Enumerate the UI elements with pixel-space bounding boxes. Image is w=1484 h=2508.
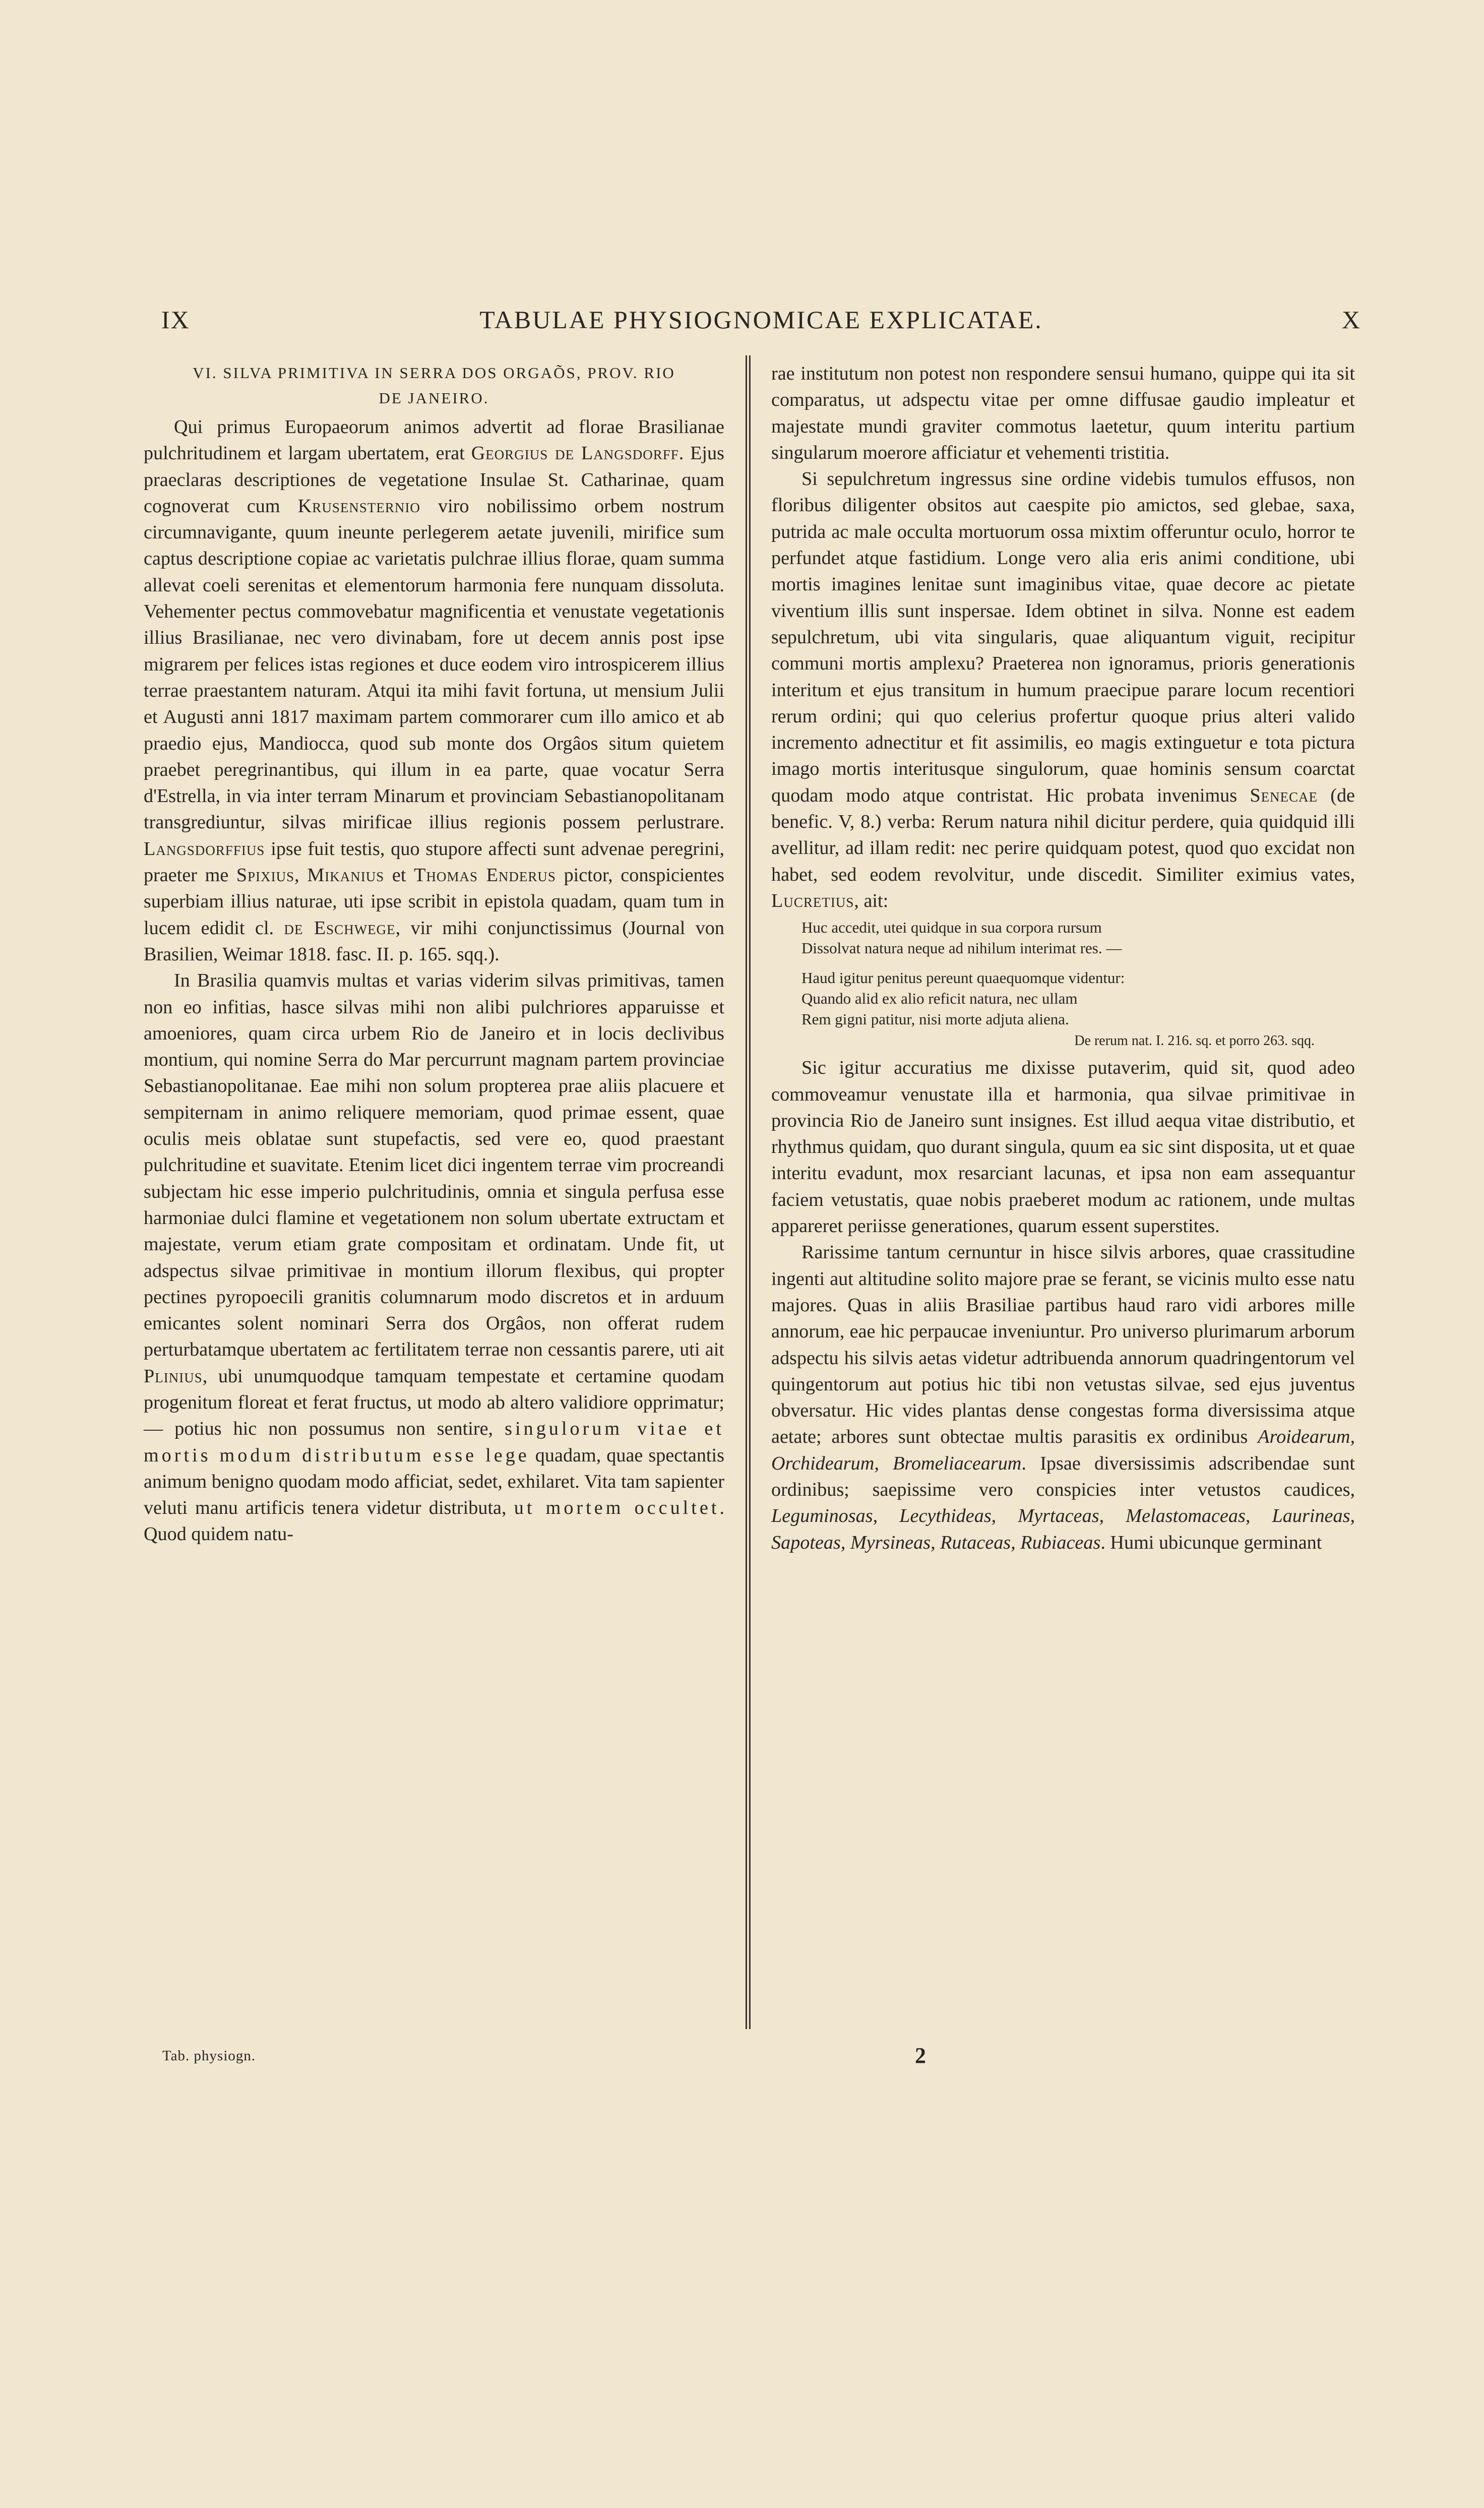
text-run: Rarissime tantum cernuntur in hisce silvis arbores, quae crassitudine ingenti aut altitudine solito majore prae se ferant, se vicinis multo esse natu majores. Quas in aliis Brasiliae partibus haud raro vidi arbores mille annorum, eae hic perpaucae inveniuntur. Pro universo plurimarum arborum adspectu his silvis aetas videtur adtribuenda annorum quadringentorum vel quingentorum aut potius hic tibi non vetustas silvae, sed ejus juventus obversatur. Hic vides plantas dense congestas forma diversissima atque aetate; arbores sunt obtectae multis parasitis ex ordinibus [771,1242,1355,1448]
text-run: rae institutum non potest non respondere sensui humano, quippe qui ita sit comparatus, ut adspectu vitae per omne diffusae gaudio impleatur et majestate mundi graviter commotus laetetur, quum interitu partium singularum moerore afficiatur et vehementi tristitia. [771,363,1355,463]
paragraph [771,466,1355,914]
text-run: pictor, conspicientes superbiam illius naturae, uti ipse scribit in epistola quadam, quam tum in lucem edidit cl. [144,865,725,939]
text-run: . Quod quidem natu- [144,1497,724,1545]
spaced-text: ut mortem occultet [514,1497,720,1519]
paragraph [144,414,724,967]
text-run: quadam, quae spectantis animum benigno quodam modo afficiat, sedet, exhilaret. Vita tam sapienter veluti manu artificis tenera videtur distributa, [144,1444,724,1519]
small-caps-name: Mikanius [307,865,385,886]
text-run: Qui primus Europaeorum animos advertit ad florae Brasilianae pulchritudinem et largam ubertatem, erat [144,416,724,464]
verse-source: De rerum nat. I. 216. sq. et porro 263. sqq. [1074,1033,1315,1049]
text-run: , [294,865,307,886]
small-caps-name: Lucretius [771,890,854,911]
small-caps-name: Krusensternio [297,495,420,517]
italic-text: Leguminosas, Lecythideas, Myrtaceas, Melastomaceas, Laurineas, Sapoteas, Myrsineas, Rutaceas, Rubiaceas [771,1505,1355,1553]
page-number-left: IX [161,305,190,334]
signature-mark: Tab. physiogn. [162,2048,256,2064]
small-caps-name: Senecae [1250,784,1318,806]
small-caps-name: Georgius de Langsdorff [471,443,679,464]
running-title: TABULAE PHYSIOGNOMICAE EXPLICATAE. [479,305,1043,334]
paragraph [771,1239,1355,1556]
small-caps-name: Spixius [236,865,295,886]
paragraph [144,967,724,1548]
section-heading-line-2: DE JANEIRO. [379,389,489,407]
verse-quotation [801,917,1355,958]
text-run: , vir mihi conjunctissimus (Journal von Brasilien, Weimar 1818. fasc. II. p. 165. sqq.). [144,917,724,965]
text-run: . Ejus praeclaras descriptiones de vegetatione Insulae St. Catharinae, quam cognoverat cum [144,443,724,517]
verse-line: Quando alid ex alio reficit natura, nec ullam [801,990,1078,1008]
text-run: viro nobilissimo orbem nostrum circumnavigante, quum ineunte perlegerem aetate juvenili, mirifice sum captus descriptione copiae ac varietatis pulchrae illius florae, quam summa allevat coeli serenitas et elementorum harmonia fere nunquam dissoluta. Vehementer pectus commovebatur magnificentia et venustate vegetationis illius Brasilianae, nec vero divinabam, fore ut decem annis post ipse migrarem per felices istas regiones et duce eodem viro introspicerem illius terrae praestantem naturam. Atqui ita mihi favit fortuna, ut mensium Julii et Augusti anni 1817 maximam partem commorarer cum illo amico et ab praedio ejus, Mandiocca, quod sub monte dos Orgâos situm quietem praebet peregrinantibus, qui illum in ea parte, quae vocatur Serra d'Estrella, in via inter terram Minarum et provinciam Sebastianopolitanam transgrediuntur, silvas mirificae illius regionis possem perlustrare. [144,495,724,833]
left-column [144,360,724,1548]
text-run: . Ipsae diversissimis adscribendae sunt ordinibus; saepissime vero conspicies inter vetustos caudices, [771,1452,1355,1500]
text-run: ipse fuit testis, quo stupore affecti sunt advenae peregrini, praeter me [144,838,724,886]
verse-line: Haud igitur penitus pereunt quaequomque videntur: [801,969,1125,987]
paragraph [771,1055,1355,1239]
spaced-text: singulorum vitae et mortis modum distributum esse lege [144,1418,724,1466]
gathering-number: 2 [915,2043,926,2068]
italic-text: Aroidearum, Orchidearum, Bromeliacearum [771,1426,1355,1474]
section-heading [144,360,724,411]
column-divider [746,355,747,2029]
verse-quotation [801,967,1355,1029]
text-run: , ait: [854,890,889,911]
verse-line: Huc accedit, utei quidque in sua corpora rursum [801,919,1102,937]
small-caps-name: Langsdorffius [144,838,265,860]
verse-line: Rem gigni patitur, nisi morte adjuta aliena. [801,1010,1069,1028]
text-run: Si sepulchretum ingressus sine ordine videbis tumulos effusos, non floribus diligenter obsitos aut caespite pio amictos, sed glebae, saxa, putrida ac male occulta mortuorum ossa mixtim offeruntur oculo, horror te perfundet atque fastidium. Longe vero alia eris animi conditione, ubi mortis imagines lenitae sunt imaginibus vitae, quae decore ac pietate viventium illis sunt inspersae. Idem obtinet in silva. Nonne est eadem sepulchretum, ubi vita singularis, quae aliquantum viguit, recipitur communi mortis amplexu? Praeterea non ignoramus, prioris generationis interitum et ejus transitum in humum praecipue parare locum recentiori rerum ordini; qui quo celerius profertur quoque prius alteri valido incremento adnectitur et fit assimilis, eo magis extinguetur e tota pictura imago mortis interitusque singulorum, quae hominis sensum coarctat quodam modo atque contristat. Hic probata invenimus [771,468,1355,806]
small-caps-name: de Eschwege [284,917,396,939]
text-run: . Humi ubicunque germinant [1100,1532,1322,1553]
text-run: Sic igitur accuratius me dixisse putaverim, quid sit, quod adeo commoveamur venustate illa et harmonia, qua silvae primitivae in provincia Rio de Janeiro sunt insignes. Est illud aequa vitae distributio, et rhythmus quidam, quo durant singula, quum ea sic sint disposita, ut et quae interitu evadunt, mox resarciant lacunas, et ipsa non eam assequantur faciem vetustatis, quae nobis praeberet modum ac rationem, unde multas appareret periisse generationes, quarum essent superstites. [771,1057,1355,1237]
running-header [161,305,1361,335]
right-column [771,360,1355,1556]
text-run: et [384,865,414,886]
small-caps-name: Plinius [144,1365,203,1387]
small-caps-name: Thomas Enderus [414,865,556,886]
verse-line: Dissolvat natura neque ad nihilum interimat res. — [801,939,1122,957]
section-heading-line-1: VI. SILVA PRIMITIVA IN SERRA DOS ORGAÕS, PROV. RIO [193,364,675,382]
text-run: In Brasilia quamvis multas et varias viderim silvas primitivas, tamen non eo infitias, hasce silvas mihi non alibi pulchriores apparuisse et amoeniores, quam circa urbem Rio de Janeiro et in locis declivibus montium, qui nomine Serra do Mar percurrunt magnam partem provinciae Sebastianopolitanae. Eae mihi non solum propterea prae aliis placuere et sempiternam in animo reliquere memoriam, quod primae essent, quae oculis meis oblatae sunt stupefactis, sed vere eo, quod praestant pulchritudine et suavitate. Etenim licet dici ingentem terrae vim procreandi subjectam hic esse imperio pulchritudinis, omnia et singula perfusa esse harmoniae dulci flamine et vegetationem non solum ubertate extructam et majestate, verum etiam grate compositam et ordinatam. Unde fit, ut adspectus silvae primitivae in montium illorum flexibus, qui propter pectines pyropoecili granitis columnarum modo discretos et in arduum emicantes solent nominari Serra dos Orgâos, non offerat rudem perturbatamque ubertatem ac fertilitatem terrae non cessantis parere, uti ait [144,970,724,1361]
page-number-right: X [1341,305,1361,334]
text-run: , ubi unumquodque tamquam tempestate et certamine quodam progenitum floreat et ferat fructus, ut modo ab altero validiore opprimatur; — potius hic non possumus non sentire, [144,1365,724,1440]
paragraph-continued [771,360,1355,466]
text-run: (de benefic. V, 8.) verba: Rerum natura nihil dicitur perdere, quia quidquid illi avellitur, ad illam redit: nec perire quidquam potest, quod quo excidat non habet, sed eodem revolvitur, unde discedit. Similiter eximius vates, [771,784,1355,885]
